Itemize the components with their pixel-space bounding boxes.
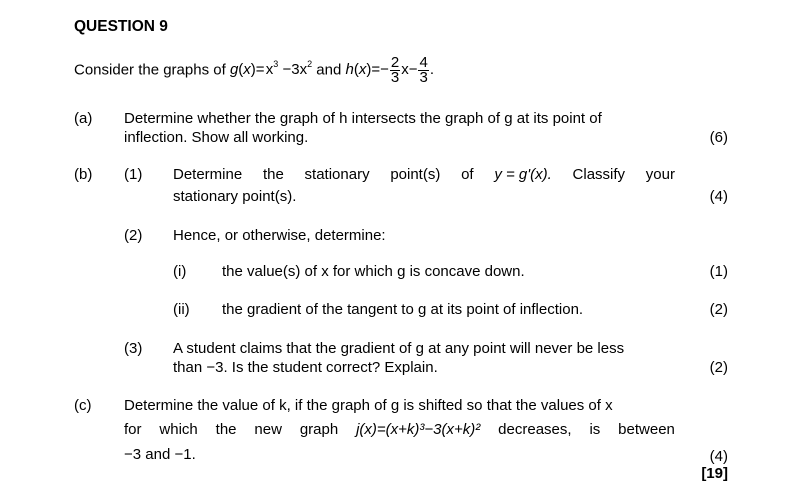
part-b2i-marks: (1) <box>709 263 728 280</box>
part-b3-line1: A student claims that the gradient of g at any point will never be less <box>173 340 625 357</box>
part-b2ii-text: the gradient of the tangent to g at its point of inflection. <box>222 301 584 318</box>
part-b1-line1: Determine the stationary point(s) of y = g'(x). Classify your <box>173 166 675 183</box>
part-c-line3: −3 and −1. <box>124 446 196 463</box>
part-a-line2: inflection. Show all working. <box>124 129 309 146</box>
part-b2-label: (2) <box>124 227 143 244</box>
part-c-line2: for which the new graph j(x)=(x+k)³−3(x+k)² decreases, is between <box>124 421 675 438</box>
question-total-marks: [19] <box>701 465 728 482</box>
part-a-line1: Determine whether the graph of h intersects the graph of g at its point of <box>124 110 602 127</box>
part-a-label: (a) <box>74 110 93 127</box>
part-b2i-text: the value(s) of x for which g is concave down. <box>222 263 525 280</box>
intro-prefix: Consider the graphs of <box>74 61 226 79</box>
h-definition: h(x)=− $\frac{2}{3}$ x− $\frac{4}{3}$ . <box>345 54 434 86</box>
g-definition: g(x)= $x^3 -3x^2$ <box>229 59 313 79</box>
part-c-line1: Determine the value of k, if the graph of g is shifted so that the values of x <box>124 397 613 414</box>
part-b2i-label: (i) <box>173 263 187 280</box>
part-b1-marks: (4) <box>709 188 728 205</box>
part-b3-marks: (2) <box>709 359 728 376</box>
question-intro <box>74 56 434 85</box>
part-c-label: (c) <box>74 397 92 414</box>
part-b1-line2: stationary point(s). <box>173 188 297 205</box>
part-b2-text: Hence, or otherwise, determine: <box>173 227 386 244</box>
part-b2ii-label: (ii) <box>173 301 190 318</box>
part-b1-label: (1) <box>124 166 143 183</box>
part-a-marks: (6) <box>709 129 728 146</box>
part-b3-line2: than −3. Is the student correct? Explain. <box>173 359 438 376</box>
part-b3-label: (3) <box>124 340 143 357</box>
part-c-marks: (4) <box>709 448 728 465</box>
question-title: QUESTION 9 <box>74 18 168 35</box>
part-b2ii-marks: (2) <box>709 301 728 318</box>
intro-and: and <box>316 61 342 79</box>
part-b-label: (b) <box>74 166 93 183</box>
